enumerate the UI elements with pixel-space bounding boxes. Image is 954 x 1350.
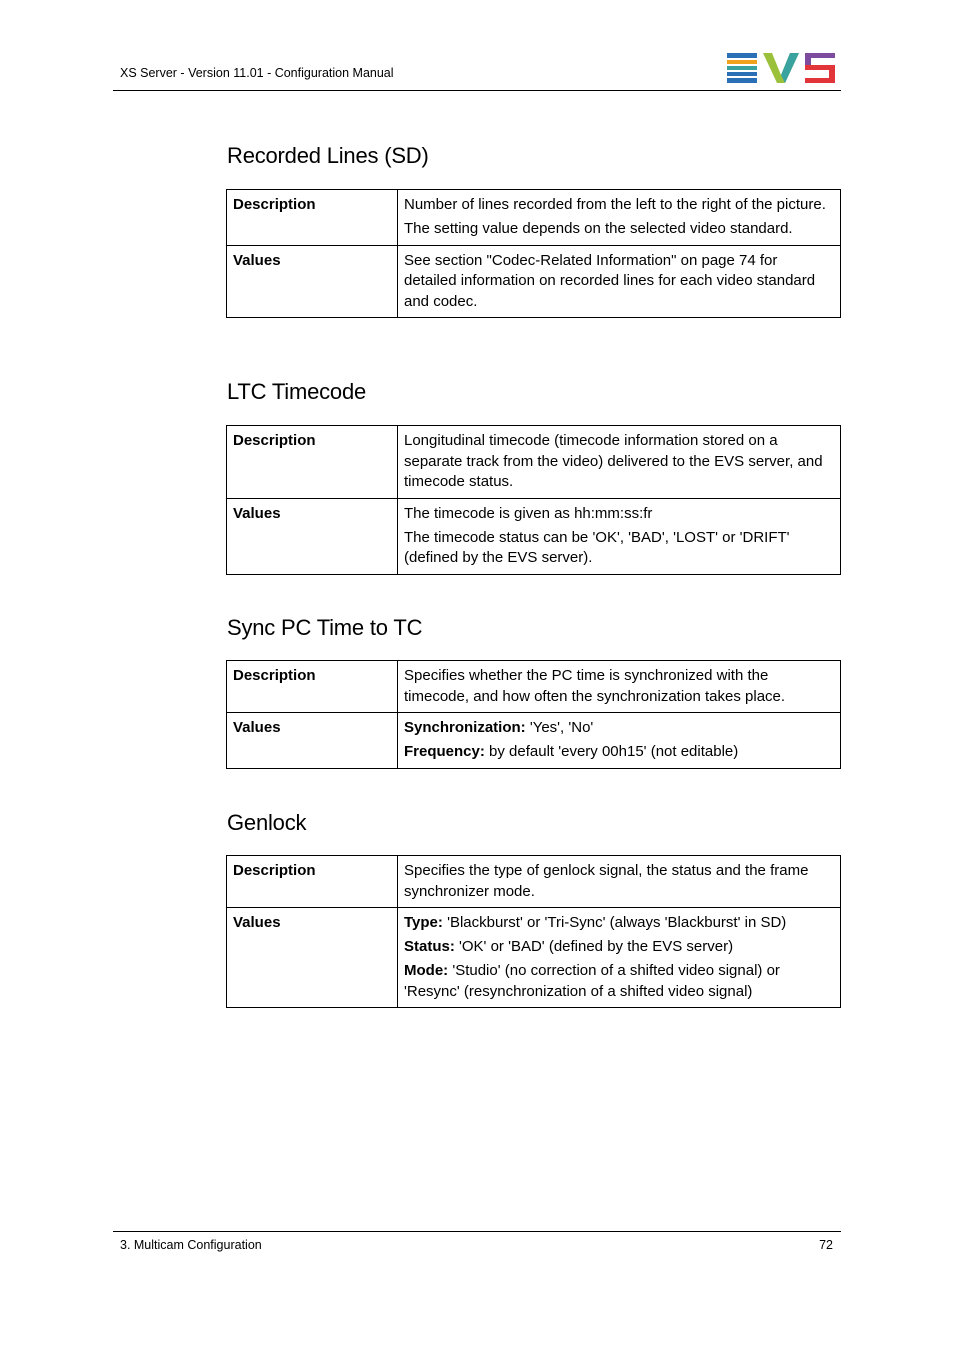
row-label: Description <box>227 426 398 499</box>
row-label: Values <box>227 498 398 574</box>
values-text: by default 'every 00h15' (not editable) <box>484 743 739 760</box>
table-row <box>227 190 841 246</box>
description-text: Specifies the type of genlock signal, the status and the frame synchronizer mode. <box>404 862 809 900</box>
page-number: 72 <box>819 1238 833 1252</box>
values-key: Frequency: <box>404 743 485 760</box>
evs-logo <box>727 53 835 83</box>
description-text: Number of lines recorded from the left to the right of the picture. <box>404 196 826 213</box>
table-row <box>227 856 841 908</box>
values-text: The timecode status can be 'OK', 'BAD', 'LOST' or 'DRIFT' (defined by the EVS server). <box>404 528 790 566</box>
table-row <box>227 498 841 574</box>
ltc-timecode-table <box>226 425 841 575</box>
footer-chapter: 3. Multicam Configuration <box>120 1238 262 1252</box>
description-text: Longitudinal timecode (timecode information stored on a separate track from the video) delivered to the EVS server, and timecode status. <box>404 432 823 490</box>
footer-divider <box>113 1231 841 1232</box>
section-title-sync-pc-time: Sync PC Time to TC <box>227 615 423 640</box>
values-text: 'Blackburst' or 'Tri-Sync' (always 'Blackburst' in SD) <box>442 914 787 931</box>
row-value <box>398 908 841 1008</box>
values-key: Mode: <box>404 962 449 979</box>
row-value <box>398 498 841 574</box>
values-text: See section "Codec-Related Information" on page 74 for detailed information on recorded lines for each video standard and codec. <box>404 251 816 310</box>
values-item <box>404 913 834 934</box>
table-row <box>227 426 841 499</box>
row-value <box>398 713 841 769</box>
section-title-ltc-timecode: LTC Timecode <box>227 379 367 404</box>
values-text: 'OK' or 'BAD' (defined by the EVS server) <box>454 938 734 955</box>
table-row <box>227 908 841 1008</box>
values-key: Synchronization: <box>404 719 526 736</box>
description-text: The setting value depends on the selected video standard. <box>404 220 793 237</box>
values-item <box>404 937 834 958</box>
table-row <box>227 661 841 713</box>
values-text: 'Studio' (no correction of a shifted video signal) or 'Resync' (resynchronization of a shifted video signal) <box>404 962 780 1000</box>
values-item <box>404 742 834 763</box>
values-text: 'Yes', 'No' <box>525 719 594 736</box>
row-label: Description <box>227 661 398 713</box>
values-key: Type: <box>404 914 443 931</box>
row-value <box>398 426 841 499</box>
values-item <box>404 718 834 739</box>
row-value <box>398 661 841 713</box>
row-label: Description <box>227 190 398 246</box>
row-label: Description <box>227 856 398 908</box>
table-row <box>227 713 841 769</box>
sync-pc-time-table <box>226 660 841 769</box>
row-label: Values <box>227 713 398 769</box>
values-text: The timecode is given as hh:mm:ss:fr <box>404 504 653 522</box>
values-item <box>404 961 834 1002</box>
description-text: Specifies whether the PC time is synchronized with the timecode, and how often the synchronization takes place. <box>404 667 786 705</box>
row-value <box>398 245 841 318</box>
header-divider <box>113 90 841 91</box>
section-title-genlock: Genlock <box>227 810 307 835</box>
running-header-title: XS Server - Version 11.01 - Configuration Manual <box>120 66 394 80</box>
row-value <box>398 856 841 908</box>
row-label: Values <box>227 908 398 1008</box>
section-title-recorded-lines: Recorded Lines (SD) <box>227 143 429 168</box>
genlock-table <box>226 855 841 1008</box>
recorded-lines-table <box>226 189 841 318</box>
values-key: Status: <box>404 938 455 955</box>
table-row <box>227 245 841 318</box>
row-label: Values <box>227 245 398 318</box>
row-value <box>398 190 841 246</box>
